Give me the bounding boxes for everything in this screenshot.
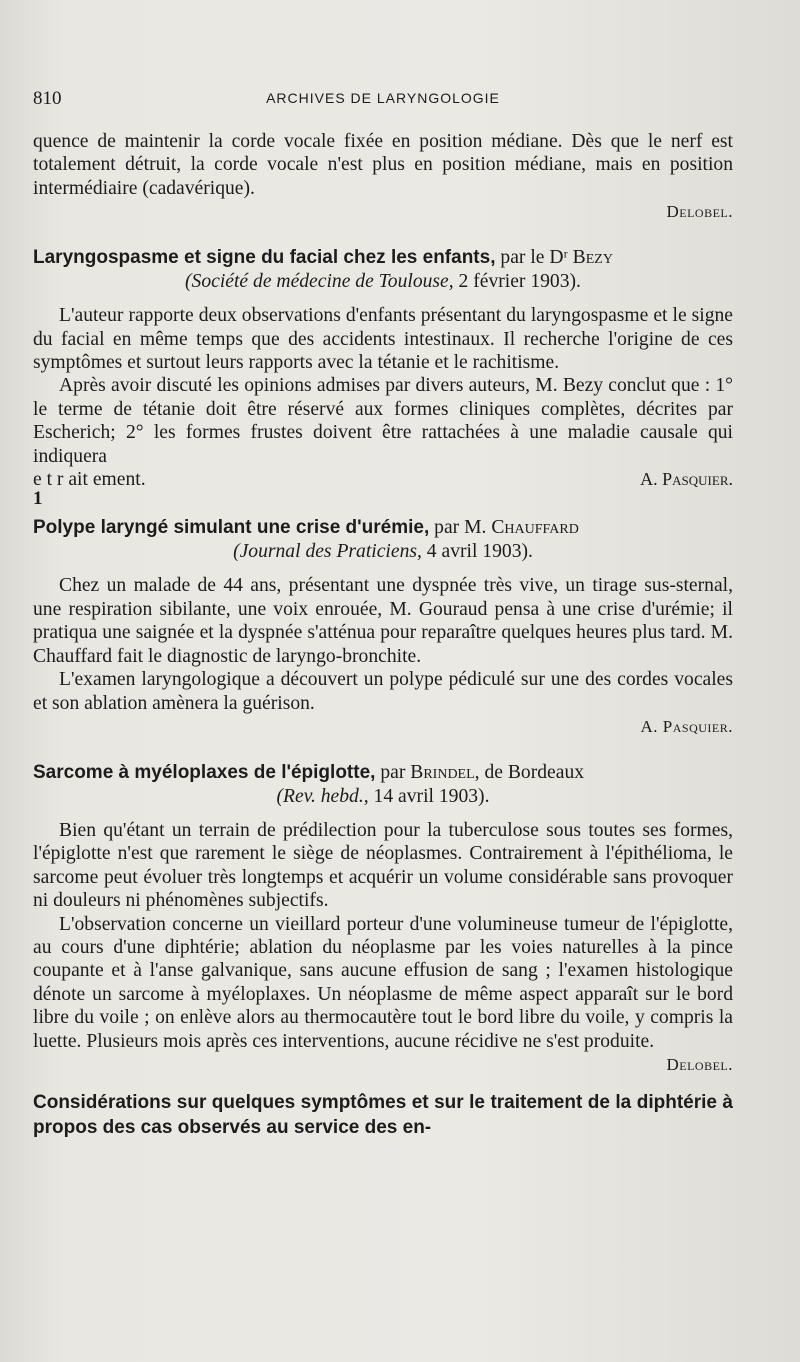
stray-character: 1 bbox=[33, 488, 43, 510]
article-polype bbox=[33, 515, 733, 737]
article-by: par le Dʳ bbox=[495, 247, 573, 269]
body-paragraph: Après avoir discuté les opinions admises par divers auteurs, M. Bezy conclut que : 1° le terme de tétanie doit être réservé aux formes cliniques complètes, décrites par Escherich; 2° les formes frustes doivent être rattachées à une maladie causale qui indiquera bbox=[33, 375, 733, 467]
body-paragraph: L'auteur rapporte deux observations d'enfants présentant du laryngospasme et le signe du facial en même temps que des accidents intestinaux. Il recherche l'origine de ces symptômes et surtout leurs rapports avec la tétanie et le rachitisme. bbox=[33, 305, 733, 374]
article-heading bbox=[33, 515, 733, 540]
article-author: Chauffard bbox=[491, 517, 579, 539]
source-date: 14 avril 1903). bbox=[368, 785, 490, 807]
article-laryngospasme bbox=[33, 245, 733, 509]
article-by: par bbox=[375, 761, 411, 783]
article-title: Considérations sur quelques symptômes et sur le traitement de la diphtérie à propos des cas observés au service des en- bbox=[33, 1091, 733, 1138]
article-title: Laryngospasme et signe du facial chez les enfants, bbox=[33, 247, 496, 269]
source-date: 4 avril 1903). bbox=[421, 541, 533, 563]
body-paragraph: L'examen laryngologique a découvert un polype pédiculé sur une des cordes vocales et son ablation amènera la guérison. bbox=[33, 669, 733, 714]
article-signature: A. Pasquier. bbox=[640, 469, 733, 490]
article-considerations bbox=[33, 1090, 733, 1140]
body-last-line: e t r ait ement. bbox=[33, 469, 146, 491]
source-journal: (Rev. hebd., bbox=[276, 785, 369, 807]
page-content bbox=[33, 130, 733, 1140]
body-paragraph: L'observation concerne un vieillard porteur d'une volumineuse tumeur de l'épiglotte, au cours d'une diphtérie; ablation du néoplasme par les voies naturelles à la pince coupante et à l'anse galvanique, sans aucune effusion de sang ; l'examen histologique dénote un sarcome à myéloplaxes. Un néoplasme de même aspect apparaît sur le bord libre du voile ; on enlève alors au thermocautère tout le bord libre du voile, y compris la luette. Plusieurs mois après ces interventions, aucune récidive ne s'est produite. bbox=[33, 913, 733, 1052]
intro-signature: Delobel. bbox=[666, 202, 733, 222]
article-author: Bezy bbox=[572, 247, 613, 269]
article-heading bbox=[33, 760, 733, 785]
article-title: Sarcome à myéloplaxes de l'épiglotte, bbox=[33, 761, 376, 783]
article-source bbox=[33, 540, 733, 564]
page-header bbox=[33, 88, 733, 112]
article-title: Polype laryngé simulant une crise d'urémie, bbox=[33, 517, 430, 539]
article-signature: A. Pasquier. bbox=[640, 716, 733, 736]
article-end-line bbox=[33, 468, 733, 491]
article-signature: Delobel. bbox=[666, 1054, 733, 1074]
article-by: par M. bbox=[429, 517, 492, 539]
article-heading bbox=[33, 1090, 733, 1140]
source-date: 2 février 1903). bbox=[453, 271, 581, 293]
body-paragraph: Bien qu'étant un terrain de prédilection pour la tuberculose sous toutes ses formes, l'épiglotte n'est que rarement le siège de néoplasmes. Contrairement à l'épithélioma, le sarcome peut évoluer très longtemps et acquérir un volume considérable sans provoquer ni douleurs ni phénomènes subjectifs. bbox=[33, 819, 733, 912]
body-paragraph: Chez un malade de 44 ans, présentant une dyspnée très vive, un tirage sus-sternal, une respiration sibilante, une voix enrouée, M. Gouraud pensa à une crise d'urémie; il pratiqua une saignée et la dyspnée s'atténua pour reparaître quelques heures plus tard. M. Chauffard fait le diagnostic de laryngo-bronchite. bbox=[33, 575, 733, 667]
article-affiliation: , de Bordeaux bbox=[474, 761, 585, 783]
article-source bbox=[33, 270, 733, 294]
article-heading bbox=[33, 245, 733, 270]
page-number: 810 bbox=[33, 88, 62, 109]
source-journal: (Journal des Praticiens, bbox=[233, 541, 422, 563]
article-source bbox=[33, 785, 733, 809]
running-title: ARCHIVES DE LARYNGOLOGIE bbox=[266, 90, 500, 106]
source-journal: (Société de médecine de Toulouse, bbox=[185, 271, 454, 293]
intro-paragraph: quence de maintenir la corde vocale fixée en position médiane. Dès que le nerf est totalement détruit, la corde vocale n'est plus en position médiane, mais en position intermédiaire (cadavérique). bbox=[33, 131, 733, 199]
article-author: Brindel bbox=[410, 761, 475, 783]
article-sarcome bbox=[33, 760, 733, 1076]
